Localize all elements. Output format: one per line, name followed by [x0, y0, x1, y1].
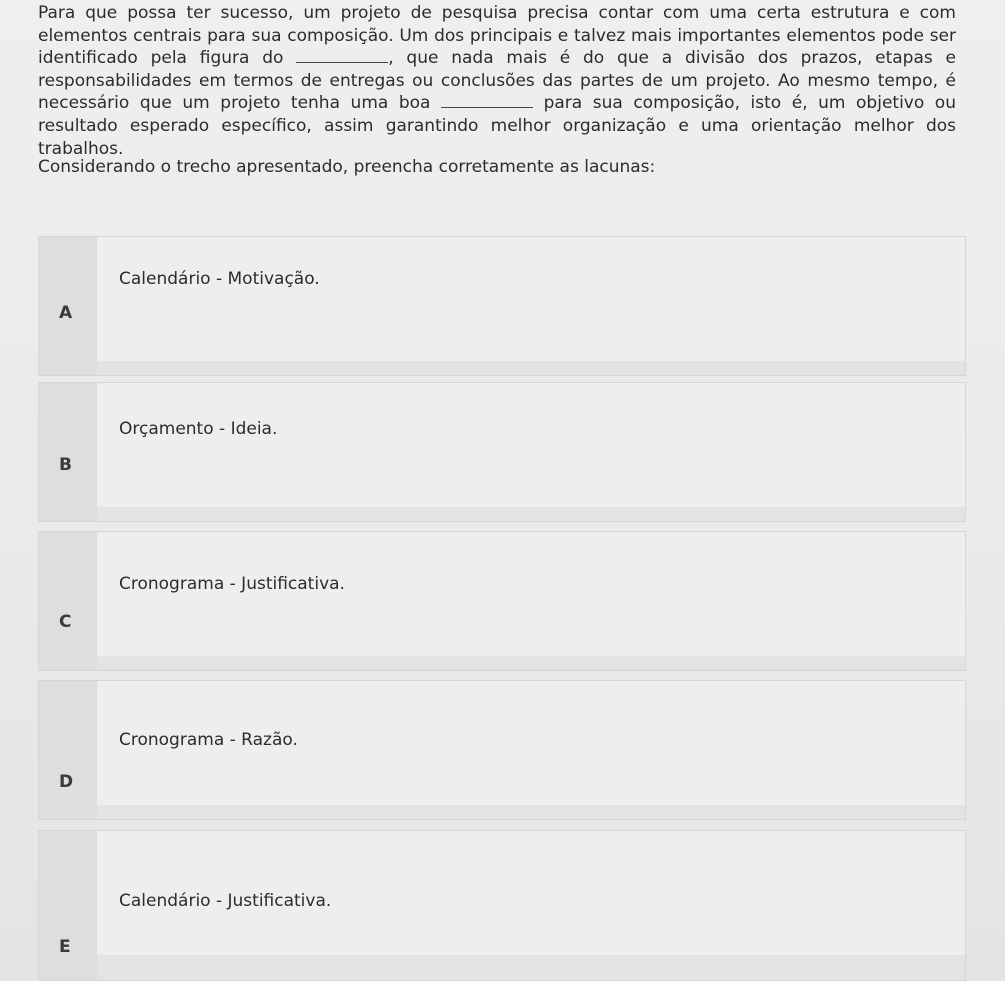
option-letter-column	[39, 383, 97, 521]
option-a[interactable]	[38, 236, 966, 376]
option-letter-column	[39, 681, 97, 819]
question-text	[38, 2, 956, 160]
question-part-2: , que nada mais é do que a divisão dos prazos, etapas e responsabilidades em termos de entregas ou conclusões das partes de um projeto. Ao mesmo tempo, é necessário que um projeto tenha uma boa	[38, 48, 956, 114]
option-letter: C	[59, 612, 72, 632]
blank-1	[296, 48, 388, 63]
option-letter: B	[59, 455, 72, 475]
option-letter-column	[39, 831, 97, 980]
option-letter: A	[59, 303, 73, 323]
option-e[interactable]	[38, 830, 966, 981]
option-letter: D	[59, 772, 74, 792]
option-content	[97, 532, 965, 656]
question-part-3: para sua composição, isto é, um objetivo ou resultado esperado específico, assim garantindo melhor organização e uma orientação melhor dos trabalhos.	[38, 93, 956, 159]
option-content	[97, 383, 965, 507]
question-part-1: Para que possa ter sucesso, um projeto de pesquisa precisa contar com uma certa estrutura e com elementos centrais para sua composição. Um dos principais e talvez mais importantes elementos pode ser identificado pela figura do	[38, 3, 956, 69]
option-letter: E	[59, 937, 71, 957]
option-content	[97, 237, 965, 361]
blank-2	[441, 93, 533, 108]
option-letter-column	[39, 532, 97, 670]
question-paragraph	[38, 2, 956, 160]
option-c[interactable]	[38, 531, 966, 671]
option-b[interactable]	[38, 382, 966, 522]
option-text: Calendário - Justificativa.	[119, 891, 332, 911]
option-text: Calendário - Motivação.	[119, 269, 320, 289]
option-text: Cronograma - Justificativa.	[119, 574, 345, 594]
question-prompt: Considerando o trecho apresentado, preencha corretamente as lacunas:	[38, 157, 656, 177]
option-text: Cronograma - Razão.	[119, 730, 298, 750]
option-text: Orçamento - Ideia.	[119, 419, 278, 439]
option-d[interactable]	[38, 680, 966, 820]
